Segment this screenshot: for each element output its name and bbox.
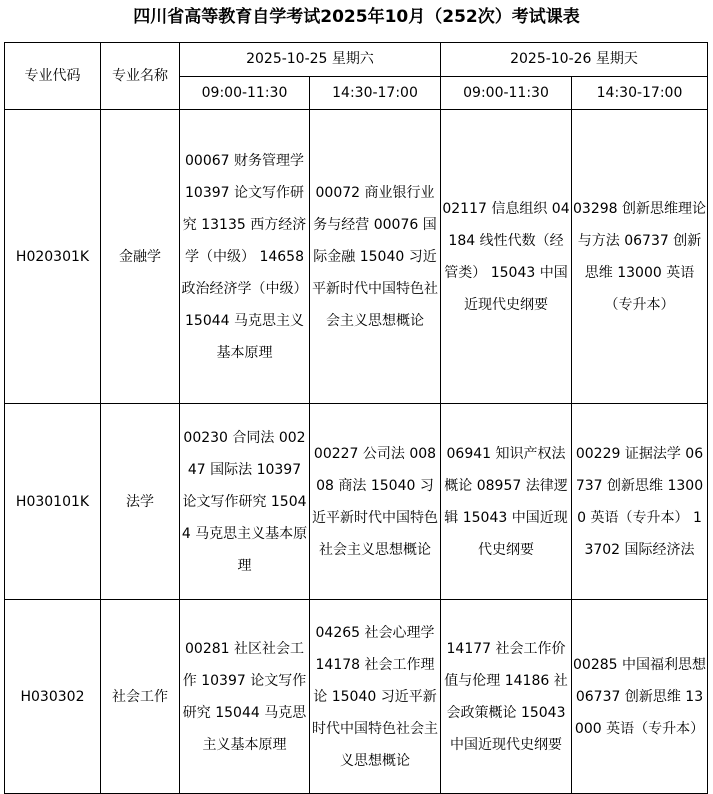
- header-day1-pm: 14:30-17:00: [310, 76, 441, 110]
- day1-pm-courses: 00072 商业银行业务与经营 00076 国际金融 15040 习近平新时代中国特色社会主义思想概论: [310, 110, 441, 404]
- day1-pm-courses: 04265 社会心理学 14178 社会工作理论 15040 习近平新时代中国特色社会主义思想概论: [310, 600, 441, 794]
- day1-am-courses: 00230 合同法 00247 国际法 10397 论文写作研究 15044 马克思主义基本原理: [180, 404, 310, 600]
- header-code: 专业代码: [5, 43, 101, 110]
- table-row: [5, 110, 708, 404]
- major-name: 金融学: [101, 110, 180, 404]
- day2-pm-courses: 00285 中国福利思想 06737 创新思维 13000 英语（专升本）: [572, 600, 708, 794]
- header-day2-am: 09:00-11:30: [441, 76, 572, 110]
- day1-am-courses: 00067 财务管理学 10397 论文写作研究 13135 西方经济学（中级） 14658 政治经济学（中级） 15044 马克思主义基本原理: [180, 110, 310, 404]
- header-day1-am: 09:00-11:30: [180, 76, 310, 110]
- page-title: 四川省高等教育自学考试2025年10月（252次）考试课表: [133, 7, 580, 27]
- exam-schedule-table: [4, 42, 708, 794]
- major-code: H020301K: [5, 110, 101, 404]
- day1-pm-courses: 00227 公司法 00808 商法 15040 习近平新时代中国特色社会主义思想概论: [310, 404, 441, 600]
- table-row: [5, 600, 708, 794]
- header-name: 专业名称: [101, 43, 180, 110]
- header-day1: 2025-10-25 星期六: [180, 43, 441, 77]
- major-name: 社会工作: [101, 600, 180, 794]
- major-name: 法学: [101, 404, 180, 600]
- header-day2: 2025-10-26 星期天: [441, 43, 708, 77]
- day2-am-courses: 14177 社会工作价值与伦理 14186 社会政策概论 15043 中国近现代史纲要: [441, 600, 572, 794]
- day2-pm-courses: 03298 创新思维理论与方法 06737 创新思维 13000 英语（专升本）: [572, 110, 708, 404]
- day2-am-courses: 06941 知识产权法概论 08957 法律逻辑 15043 中国近现代史纲要: [441, 404, 572, 600]
- day1-am-courses: 00281 社区社会工作 10397 论文写作研究 15044 马克思主义基本原理: [180, 600, 310, 794]
- day2-pm-courses: 00229 证据法学 06737 创新思维 13000 英语（专升本） 13702 国际经济法: [572, 404, 708, 600]
- table-row: [5, 404, 708, 600]
- header-row-dates: [5, 43, 708, 77]
- major-code: H030101K: [5, 404, 101, 600]
- day2-am-courses: 02117 信息组织 04184 线性代数（经管类） 15043 中国近现代史纲要: [441, 110, 572, 404]
- major-code: H030302: [5, 600, 101, 794]
- header-day2-pm: 14:30-17:00: [572, 76, 708, 110]
